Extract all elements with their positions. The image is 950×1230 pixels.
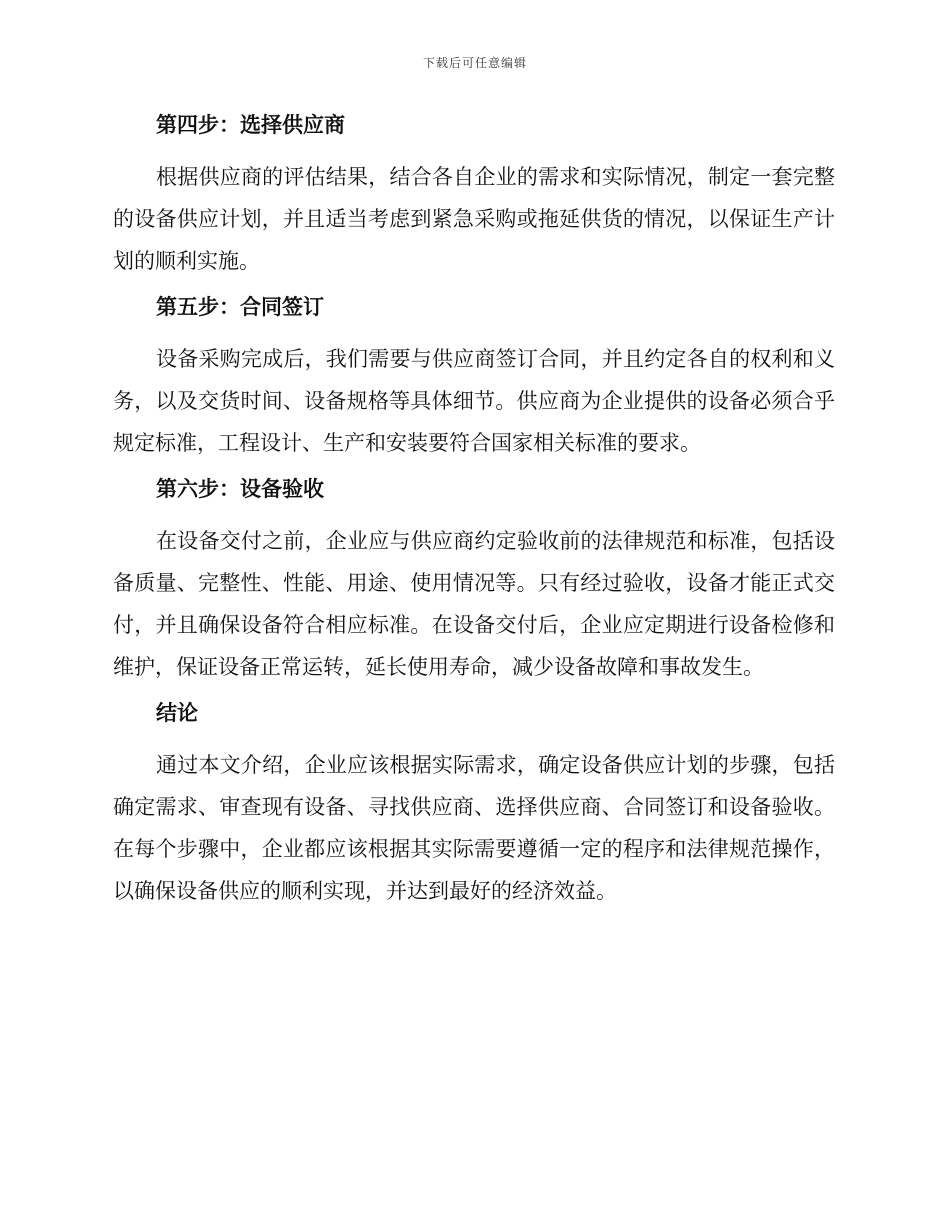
section-step-six [113, 472, 835, 696]
section-step-four [113, 108, 835, 290]
section-conclusion [113, 696, 835, 912]
section-paragraph: 通过本文介绍，企业应该根据实际需求，确定设备供应计划的步骤，包括确定需求、审查现有设备、寻找供应商、选择供应商、合同签订和设备验收。在每个步骤中，企业都应该根据其实际需要遵循一定的程序和法律规范操作，以确保设备供应的顺利实现，并达到最好的经济效益。 [113, 753, 835, 903]
document-body [113, 108, 835, 912]
section-step-five [113, 290, 835, 472]
section-heading: 第六步：设备验收 [156, 477, 324, 501]
section-heading: 第四步：选择供应商 [156, 113, 345, 137]
section-paragraph: 设备采购完成后，我们需要与供应商签订合同，并且约定各自的权利和义务，以及交货时间、设备规格等具体细节。供应商为企业提供的设备必须合乎规定标准，工程设计、生产和安装要符合国家相关标准的要求。 [113, 347, 835, 455]
section-paragraph: 根据供应商的评估结果，结合各自企业的需求和实际情况，制定一套完整的设备供应计划，并且适当考虑到紧急采购或拖延供货的情况，以保证生产计划的顺利实施。 [113, 165, 835, 273]
section-heading: 结论 [156, 701, 198, 725]
section-paragraph: 在设备交付之前，企业应与供应商约定验收前的法律规范和标准，包括设备质量、完整性、性能、用途、使用情况等。只有经过验收，设备才能正式交付，并且确保设备符合相应标准。在设备交付后，企业应定期进行设备检修和维护，保证设备正常运转，延长使用寿命，减少设备故障和事故发生。 [113, 529, 835, 679]
header-note: 下载后可任意编辑 [422, 56, 527, 70]
section-heading: 第五步：合同签订 [156, 295, 324, 319]
